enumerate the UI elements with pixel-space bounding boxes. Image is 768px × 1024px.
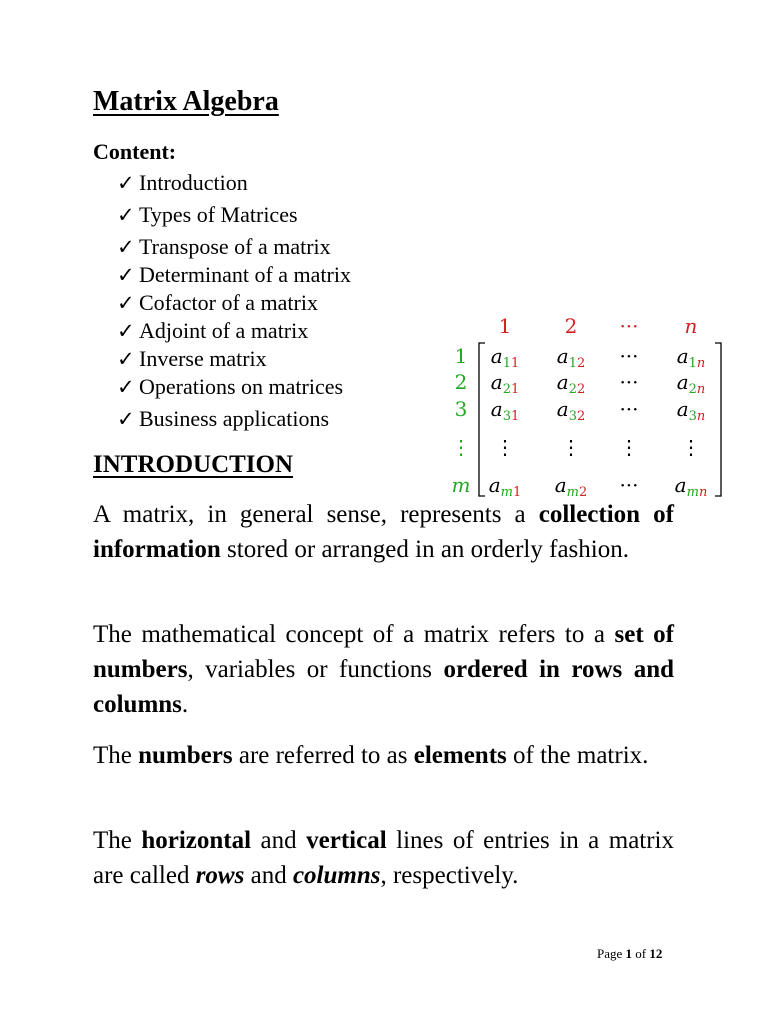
- toc-item-label: Inverse matrix: [139, 346, 267, 371]
- matrix-left-bracket: [479, 343, 485, 496]
- matrix-element-c: 2: [578, 485, 588, 500]
- matrix-element-r: 3: [568, 409, 577, 424]
- matrix-element-r: m: [500, 485, 513, 500]
- matrix-element-r: 1: [688, 356, 697, 371]
- paragraph-text: The mathematical concept of a matrix refers to a: [93, 621, 615, 648]
- matrix-element-c: 2: [576, 356, 586, 371]
- content-label: Content:: [93, 139, 177, 164]
- matrix-element-base: a: [556, 344, 569, 368]
- toc-item-label: Determinant of a matrix: [139, 262, 351, 287]
- paragraph-text: stored or arranged in an orderly fashion.: [220, 536, 629, 563]
- toc-item-label: Business applications: [139, 406, 330, 431]
- matrix-element: [491, 370, 520, 397]
- document-title: Matrix Algebra: [93, 86, 279, 117]
- matrix-ellipsis: ···: [619, 473, 639, 497]
- matrix-element-base: a: [556, 397, 569, 421]
- matrix-element-c: 2: [576, 409, 586, 424]
- matrix-element-c: 1: [510, 382, 520, 397]
- paragraph-text: lines of entries in a matrix are called: [93, 827, 675, 889]
- toc-item: [117, 234, 331, 260]
- matrix-ellipsis: ⋮: [561, 435, 581, 459]
- matrix-element-c: n: [696, 409, 706, 424]
- paragraph-text: of the matrix.: [506, 742, 649, 769]
- matrix-element-c: n: [698, 485, 708, 500]
- row-index-label: 3: [454, 397, 468, 421]
- matrix-element-c: 1: [510, 356, 520, 371]
- matrix-element-r: m: [566, 485, 579, 500]
- matrix-element: [557, 370, 586, 397]
- toc-item-label: Introduction: [139, 170, 248, 195]
- matrix-element-r: 2: [688, 382, 697, 397]
- matrix-element-base: a: [490, 370, 503, 394]
- toc-item-label: Types of Matrices: [139, 202, 298, 227]
- column-index-label: ···: [619, 314, 639, 338]
- matrix-element-c: n: [696, 382, 706, 397]
- matrix-ellipsis: ⋮: [681, 435, 701, 459]
- matrix-element: [675, 473, 708, 500]
- emphasized-text: numbers: [138, 742, 233, 769]
- paragraph: [93, 738, 674, 773]
- emphasized-text: rows: [195, 862, 245, 889]
- matrix-element: [677, 370, 706, 397]
- matrix-element: [557, 397, 586, 424]
- paragraph: [93, 823, 674, 893]
- matrix-element-c: 1: [512, 485, 522, 500]
- paragraph-text: The: [93, 742, 139, 769]
- paragraph-text: are referred to as: [232, 742, 414, 769]
- row-index-label: 2: [454, 370, 468, 394]
- toc-item: [117, 318, 308, 344]
- matrix-element-r: 2: [502, 382, 511, 397]
- row-index-label: ⋮: [451, 435, 471, 459]
- matrix-element-r: 2: [568, 382, 577, 397]
- matrix-ellipsis: ⋮: [495, 435, 515, 459]
- toc-item: [117, 406, 329, 432]
- matrix-ellipsis: ···: [619, 344, 639, 368]
- toc-item: [117, 170, 248, 196]
- matrix-element-r: 1: [502, 356, 511, 371]
- checkmark-icon: ✓: [117, 319, 135, 343]
- matrix-element-base: a: [676, 344, 689, 368]
- matrix-element-base: a: [554, 473, 567, 497]
- matrix-element-c: 2: [576, 382, 586, 397]
- checkmark-icon: ✓: [117, 171, 135, 195]
- matrix-element-r: 3: [502, 409, 511, 424]
- matrix-element: [677, 344, 706, 371]
- matrix-right-bracket: [715, 343, 721, 496]
- matrix-element-base: a: [490, 397, 503, 421]
- toc-item-label: Transpose of a matrix: [139, 234, 331, 259]
- matrix-element-base: a: [674, 473, 687, 497]
- matrix-element: [491, 344, 520, 371]
- toc-item: [117, 374, 343, 400]
- page-number-current: 1: [625, 946, 633, 961]
- column-index-label: 2: [564, 314, 578, 338]
- page-number-total: 12: [649, 946, 663, 961]
- matrix-element-base: a: [676, 370, 689, 394]
- row-index-label: 1: [454, 344, 468, 368]
- toc-item-label: Operations on matrices: [139, 374, 344, 399]
- emphasized-text: elements: [413, 742, 507, 769]
- column-index-label: n: [684, 314, 698, 338]
- matrix-figure: [440, 310, 730, 505]
- paragraph: [93, 617, 674, 722]
- matrix-element-base: a: [490, 344, 503, 368]
- column-index-label: 1: [498, 314, 512, 338]
- matrix-element: [555, 473, 588, 500]
- matrix-element-base: a: [556, 370, 569, 394]
- toc-item-label: Adjoint of a matrix: [139, 318, 309, 343]
- emphasized-text: columns: [292, 862, 381, 889]
- paragraph-text: .: [181, 691, 189, 718]
- paragraph-text: The: [93, 827, 142, 854]
- checkmark-icon: ✓: [117, 375, 135, 399]
- toc-item: [117, 202, 298, 228]
- checkmark-icon: ✓: [117, 407, 135, 431]
- matrix-element-r: 1: [568, 356, 577, 371]
- matrix-element: [677, 397, 706, 424]
- matrix-element-r: m: [686, 485, 699, 500]
- matrix-element-c: 1: [510, 409, 520, 424]
- toc-item: [117, 346, 267, 372]
- matrix-diagram: [440, 310, 730, 505]
- paragraph-text: and: [251, 827, 307, 854]
- checkmark-icon: ✓: [117, 347, 135, 371]
- emphasized-text: set of numbers: [93, 621, 674, 683]
- row-index-label: m: [451, 473, 471, 497]
- toc-item: [117, 262, 351, 288]
- matrix-element-c: n: [696, 356, 706, 371]
- matrix-element-base: a: [676, 397, 689, 421]
- matrix-ellipsis: ···: [619, 397, 639, 421]
- paragraph-text: and: [244, 862, 293, 889]
- checkmark-icon: ✓: [117, 263, 135, 287]
- toc-item: [117, 290, 318, 316]
- page-number-middle: of: [632, 946, 650, 961]
- emphasized-text: vertical: [306, 827, 387, 854]
- emphasized-text: ordered in rows and columns: [93, 656, 674, 718]
- page-number-prefix: Page: [597, 946, 626, 961]
- toc-item-label: Cofactor of a matrix: [139, 290, 318, 315]
- section-heading: INTRODUCTION: [93, 451, 294, 478]
- matrix-element: [489, 473, 522, 500]
- matrix-element: [557, 344, 586, 371]
- page-number: [597, 946, 662, 962]
- matrix-element: [491, 397, 520, 424]
- matrix-ellipsis: ⋮: [619, 435, 639, 459]
- matrix-ellipsis: ···: [619, 370, 639, 394]
- checkmark-icon: ✓: [117, 291, 135, 315]
- emphasized-text: collection of information: [93, 501, 674, 563]
- paragraph-text: , respectively.: [380, 862, 519, 889]
- emphasized-text: horizontal: [141, 827, 252, 854]
- paragraph-text: , variables or functions: [187, 656, 444, 683]
- checkmark-icon: ✓: [117, 203, 135, 227]
- matrix-element-base: a: [488, 473, 501, 497]
- paragraph-text: A matrix, in general sense, represents a: [93, 501, 539, 528]
- paragraph: [93, 497, 674, 567]
- checkmark-icon: ✓: [117, 235, 135, 259]
- matrix-element-r: 3: [688, 409, 697, 424]
